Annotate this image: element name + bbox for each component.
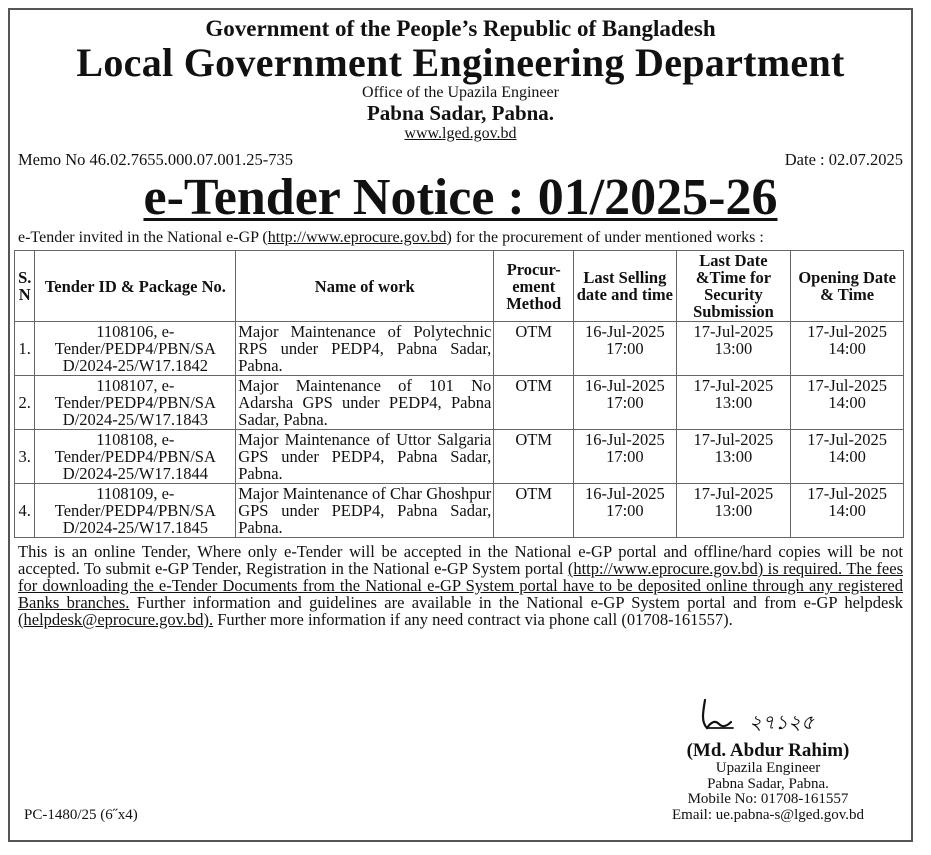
signature-date-handwriting: ২৭১২৫ [749,710,814,734]
memo-date: Date : 02.07.2025 [784,150,903,169]
footer-part-3: Further information and guidelines are available in the National e-GP System portal and from e-GP helpdesk [129,593,903,612]
table-row [15,376,904,430]
footer-part-5: Further more information if any need contract via phone call (01708-161557). [213,610,733,629]
header-tender-id: Tender ID & Package No. [35,251,236,322]
row-selling: 16-Jul-2025 17:00 [574,376,676,430]
memo-row [18,151,903,169]
header-selling: Last Selling date and time [574,251,676,322]
tender-table [14,250,904,538]
pc-code: PC-1480/25 (6˝x4) [24,807,138,823]
government-heading: Government of the People’s Republic of Bangladesh [205,16,716,41]
signatory-email: Email: ue.pabna-s@lged.gov.bd [672,806,864,823]
row-selling: 16-Jul-2025 17:00 [574,430,676,484]
intro-before: e-Tender invited in the National e-GP ( [18,229,268,246]
row-sn: 3. [15,430,35,484]
eprocure-link[interactable]: http://www.eprocure.gov.bd [267,229,447,246]
row-opening: 17-Jul-2025 14:00 [791,322,904,376]
row-sn: 1. [15,322,35,376]
notice-title-text: e-Tender Notice : 01/2025-26 [143,169,778,226]
row-work: Major Maintenance of Uttor Salgaria GPS under PEDP4, Pabna Sadar, Pabna. [236,430,494,484]
website-link[interactable]: www.lged.gov.bd [404,125,517,142]
footer-part-1: This is an online Tender, Where only e-Tender will be accepted in the National e-GP portal and offline/hard copies will be not accepted. To submit e-GP Tender, Registration in the National e-GP System portal [18,542,903,578]
row-opening: 17-Jul-2025 14:00 [791,430,904,484]
table-row [15,430,904,484]
row-opening: 17-Jul-2025 14:00 [791,376,904,430]
handwritten-signature [653,692,883,740]
row-security: 17-Jul-2025 13:00 [676,376,791,430]
memo-number: Memo No 46.02.7655.000.07.001.25-735 [18,150,293,169]
row-work: Major Maintenance of Polytechnic RPS under PEDP4, Pabna Sadar, Pabna. [236,322,494,376]
table-header-row [15,251,904,322]
row-work: Major Maintenance of Char Ghoshpur GPS under PEDP4, Pabna Sadar, Pabna. [236,484,494,538]
row-selling: 16-Jul-2025 17:00 [574,484,676,538]
signature-block [653,692,883,823]
header-security: Last Date &Time for Security Submission [676,251,791,322]
signatory-name: (Md. Abdur Rahim) [686,740,850,761]
signatory-mobile: Mobile No: 01708-161557 [687,791,849,807]
row-security: 17-Jul-2025 13:00 [676,322,791,376]
row-method: OTM [494,376,574,430]
row-sn: 2. [15,376,35,430]
row-opening: 17-Jul-2025 14:00 [791,484,904,538]
table-row [15,322,904,376]
intro-after: ) for the procurement of under mentioned works : [446,229,764,246]
row-method: OTM [494,430,574,484]
tender-notice [8,8,913,842]
row-security: 17-Jul-2025 13:00 [676,430,791,484]
row-method: OTM [494,322,574,376]
header-opening: Opening Date & Time [791,251,904,322]
table-row [15,484,904,538]
office-line: Office of the Upazila Engineer [362,84,559,101]
row-method: OTM [494,484,574,538]
notice-title [18,171,903,225]
row-sn: 4. [15,484,35,538]
footer-paragraph [18,543,903,628]
header-work: Name of work [236,251,494,322]
location-line: Pabna Sadar, Pabna. [366,101,555,125]
row-selling: 16-Jul-2025 17:00 [574,322,676,376]
header-sn: S. N [15,251,35,322]
header-method: Procur-ement Method [494,251,574,322]
row-security: 17-Jul-2025 13:00 [676,484,791,538]
signatory-location: Pabna Sadar, Pabna. [707,775,829,792]
row-tender-id: 1108108, e-Tender/PEDP4/PBN/SA D/2024-25/W17.1844 [35,430,236,484]
department-heading: Local Government Engineering Department [76,40,845,85]
row-work: Major Maintenance of 101 No Adarsha GPS under PEDP4, Pabna Sadar, Pabna. [236,376,494,430]
signatory-designation: Upazila Engineer [715,760,821,776]
row-tender-id: 1108106, e-Tender/PEDP4/PBN/SA D/2024-25/W17.1842 [35,322,236,376]
footer-part-2: (http://www.eprocure.gov.bd) is required. The fees for downloading the e-Tender Documents from the National e-GP System portal have to be deposited online through any registered Banks branches. [18,559,903,612]
row-tender-id: 1108109, e-Tender/PEDP4/PBN/SA D/2024-25/W17.1845 [35,484,236,538]
intro-text [18,229,903,247]
helpdesk-email-link[interactable]: (helpdesk@eprocure.gov.bd). [18,610,214,629]
row-tender-id: 1108107, e-Tender/PEDP4/PBN/SA D/2024-25/W17.1843 [35,376,236,430]
